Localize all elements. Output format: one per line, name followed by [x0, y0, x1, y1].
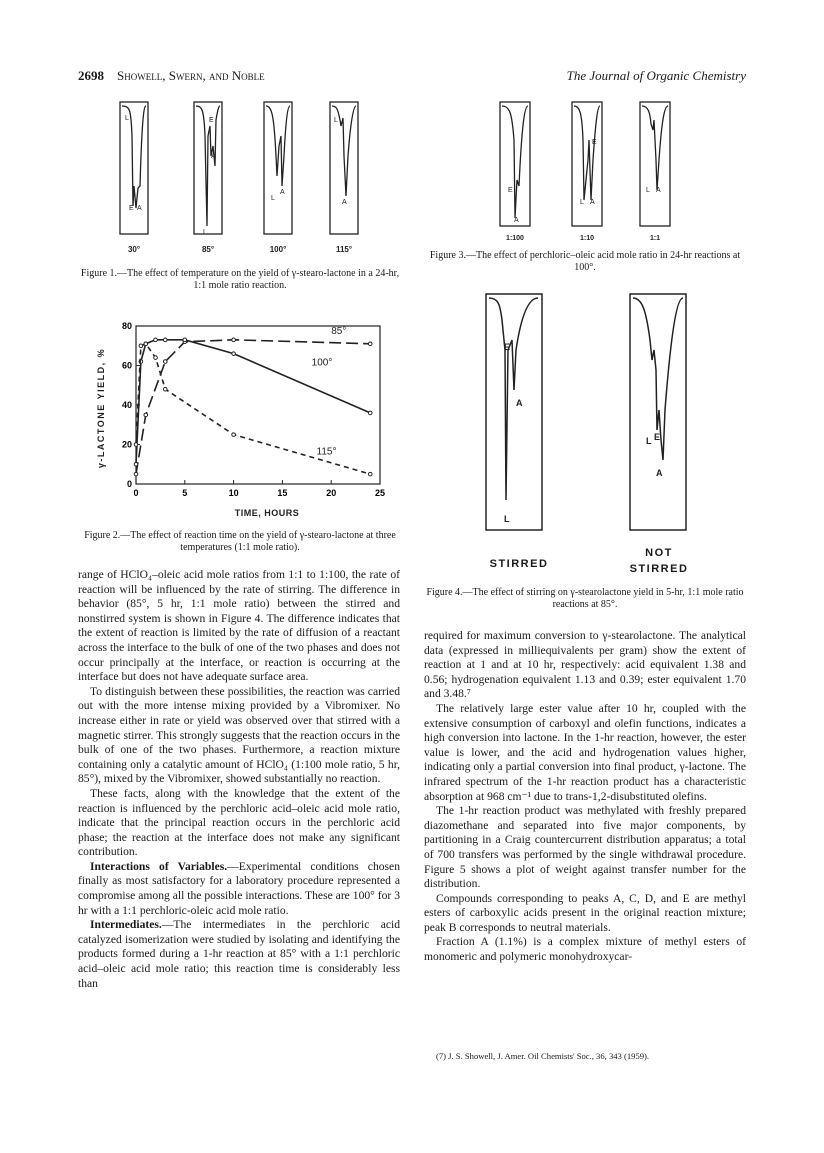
figure3-trace-1-1 — [642, 106, 668, 190]
data-point — [134, 443, 138, 447]
figure4-traces — [480, 290, 710, 580]
figure3-panel-frame — [640, 102, 670, 226]
data-point — [368, 472, 372, 476]
paragraph: Intermediates.—The intermediates in the perchloric acid catalyzed isomerization were studied by isolating and identifying the products formed during a 1-hr reaction at 85° with a 1:1 perchloric acid–oleic acid mole ratio; this reaction time is considerably less than — [78, 918, 400, 990]
data-point — [134, 462, 138, 466]
figure2-chart — [90, 318, 400, 524]
page-number: 2698 — [78, 68, 104, 83]
y-tick-label: 60 — [121, 360, 132, 371]
data-point — [232, 338, 236, 342]
y-axis-label: γ-LACTONE YIELD, % — [96, 347, 106, 469]
y-tick-label: 40 — [121, 400, 132, 410]
y-tick-label: 0 — [126, 479, 132, 489]
data-point — [368, 342, 372, 346]
running-authors: Showell, Swern, and Noble — [117, 68, 265, 83]
x-axis-label: TIME, HOURS — [234, 508, 300, 518]
data-point — [232, 352, 236, 356]
x-tick-label: 25 — [374, 488, 386, 498]
figure4-label-stirred-2: STIRRED — [629, 563, 689, 575]
peak-label: A — [656, 187, 661, 194]
peak-label: L — [203, 229, 207, 236]
figure1-traces — [118, 96, 380, 264]
figure1-panel-label: 85° — [201, 245, 215, 254]
peak-label: E — [504, 342, 511, 352]
figure3-svg — [496, 100, 696, 248]
y-tick-label: 80 — [121, 321, 132, 331]
figure3-caption: Figure 3.—The effect of perchloric–oleic acid mole ratio in 24-hr reactions at 100°. — [429, 250, 741, 273]
peak-label: L — [271, 195, 275, 202]
paragraph: To distinguish between these possibilities, the reaction was carried out with the more intense mixing provided by a Vibromixer. No increase either in rate or yield was observed over that stirred with a magnetic stirrer. This strongly suggests that the reaction occurs in the bulk of one of the two phases. Furthermore, a reaction mixture containing only a catalytic amount of HClO₄ (1:100 mole ratio, 5 hr, 85°), mixed by the Vibromixer, showed substantially no reaction. — [78, 684, 400, 786]
peak-label: A — [211, 153, 216, 160]
figure2-svg — [90, 318, 400, 524]
peak-label: A — [656, 468, 663, 478]
journal-title: The Journal of Organic Chemistry — [566, 68, 746, 83]
figure4-caption: Figure 4.—The effect of stirring on γ-stearolactone yield in 5-hr, 1:1 mole ratio reactions at 85°. — [426, 587, 744, 610]
figure3-panel-label: 1:1 — [649, 235, 661, 242]
figure3-trace-1-10 — [574, 106, 600, 200]
data-point — [144, 413, 148, 417]
figure4-trace-stirred — [489, 298, 538, 500]
figure4-label-stirred: STIRRED — [489, 558, 549, 570]
x-tick-label: 20 — [326, 488, 337, 498]
peak-label: A — [514, 217, 519, 224]
peak-label: E — [654, 432, 661, 442]
figure3-panel-label: 1:10 — [579, 235, 595, 242]
figure1-panel-label: 100° — [269, 245, 287, 254]
peak-label: E — [209, 117, 214, 124]
data-point — [134, 472, 138, 476]
series-label: 85° — [331, 325, 347, 337]
x-tick-label: 15 — [277, 488, 288, 498]
peak-label: A — [590, 199, 595, 206]
x-tick-label: 5 — [182, 488, 188, 498]
data-point — [163, 387, 167, 391]
data-point — [144, 342, 148, 346]
paragraph: The relatively large ester value after 10 hr, coupled with the extensive consumption of carboxyl and olefin functions, indicates a high conversion into lactone. In the 1-hr reaction, however, the ester value is lower, and the acid and hydrogenation values higher, indicating only a partial conversion into final product, γ-lactone. The infrared spectrum of the 1-hr reaction product has a characteristic absorption at 968 cm⁻¹ due to trans-1,2-disubstituted olefins. — [424, 701, 746, 803]
section-heading: Intermediates. — [90, 918, 162, 932]
figure1-svg — [118, 96, 380, 264]
peak-label: E — [592, 139, 597, 146]
paragraph: The 1-hr reaction product was methylated with freshly prepared diazomethane and separated into five major components, by partitioning in a Craig countercurrent distribution apparatus; a total of 700 transfers was performed by the single withdrawal procedure. Figure 5 shows a plot of weight against transfer number for the distribution. — [424, 804, 746, 891]
peak-label: A — [280, 189, 285, 196]
y-tick-label: 20 — [121, 439, 132, 450]
figure2-caption: Figure 2.—The effect of reaction time on the yield of γ-stearo-lactone at three temperatures (1:1 mole ratio). — [84, 530, 396, 553]
paragraph: Compounds corresponding to peaks A, C, D, and E are methyl esters of carboxylic acids present in the original reaction mixture; peak B corresponds to neutral materials. — [424, 891, 746, 934]
data-point — [183, 338, 187, 342]
plot-frame — [136, 326, 380, 484]
data-point — [368, 411, 372, 415]
figure1-caption: Figure 1.—The effect of temperature on the yield of γ-stearo-lactone in a 24-hr, 1:1 mole ratio reaction. — [80, 268, 400, 291]
figure3-trace-1-100 — [502, 106, 528, 218]
figure3-traces — [496, 100, 696, 248]
figure4-panel-frame — [630, 294, 686, 530]
figure4-panel-frame — [486, 294, 542, 530]
paragraph: Fraction A (1.1%) is a complex mixture of methyl esters of monomeric and polymeric monohydroxycar- — [424, 935, 746, 964]
figure1-trace-85 — [196, 106, 220, 226]
peak-label: L — [125, 115, 129, 122]
data-point — [139, 344, 143, 348]
figure1-panel-label: 115° — [335, 245, 353, 254]
figure1-trace-100 — [266, 106, 290, 186]
figure4-label-not: NOT — [645, 547, 673, 559]
figure4-svg — [480, 290, 710, 580]
data-point — [163, 360, 167, 364]
paragraph: These facts, along with the knowledge that the extent of the reaction is influenced by the perchloric acid–oleic acid mole ratio, indicate that the principal reaction occurs in the perchloric acid phase; the reaction at the interface does not make any significant contribution. — [78, 786, 400, 859]
peak-label: E — [508, 187, 513, 194]
data-point — [232, 433, 236, 437]
footnote: (7) J. S. Showell, J. Amer. Oil Chemists' Soc., 36, 343 (1959). — [436, 1051, 650, 1061]
peak-label: E — [129, 205, 134, 212]
figure3-panel-label: 1:100 — [506, 235, 524, 242]
left-column — [78, 568, 400, 991]
peak-label: A — [342, 199, 347, 206]
data-point — [163, 338, 167, 342]
x-tick-label: 10 — [228, 488, 239, 498]
series-label: 115° — [316, 446, 337, 458]
right-column — [424, 629, 746, 965]
peak-label: A — [516, 398, 523, 408]
paragraph: required for maximum conversion to γ-stearolactone. The analytical data (expressed in milliequivalents per gram) show the extent of reaction at 1 and at 10 hr, respectively: acid equivalent 1.38 and 0.56; hydrogenation equivalent 1.13 and 0.39; ester equivalent 1.70 and 3.48.⁷ — [424, 629, 746, 701]
series-label: 100° — [311, 357, 333, 369]
peak-label: L — [504, 514, 510, 524]
section-heading: Interactions of Variables. — [90, 859, 228, 873]
peak-label: L — [646, 187, 650, 194]
peak-label: L — [646, 436, 652, 446]
data-point — [154, 356, 158, 360]
paragraph: range of HClO₄–oleic acid mole ratios from 1:1 to 1:100, the rate of reaction will be influenced by the rate of stirring. The difference in behavior (85°, 5 hr, 1:1 mole ratio) between the stirred and nonstirred system is shown in Figure 4. The difference indicates that the extent of reaction is limited by the rate of diffusion of a reactant across the interface to the bulk of one of the two phases and does not occur principally at the interface, or reaction is occurring at the interface but does not have adequate surface area. — [78, 568, 400, 684]
figure1-panel-label: 30° — [127, 245, 141, 254]
peak-label: A — [137, 205, 142, 212]
paragraph: Interactions of Variables.—Experimental conditions chosen finally as most satisfactory for a laboratory procedure represented a compromise among all the possible interactions. These are 100° for 3 hr with a 1:1 perchloric-oleic acid mole ratio. — [78, 859, 400, 917]
x-tick-label: 0 — [133, 488, 139, 498]
data-point — [154, 338, 158, 342]
peak-label: L — [334, 117, 338, 124]
peak-label: L — [580, 199, 584, 206]
